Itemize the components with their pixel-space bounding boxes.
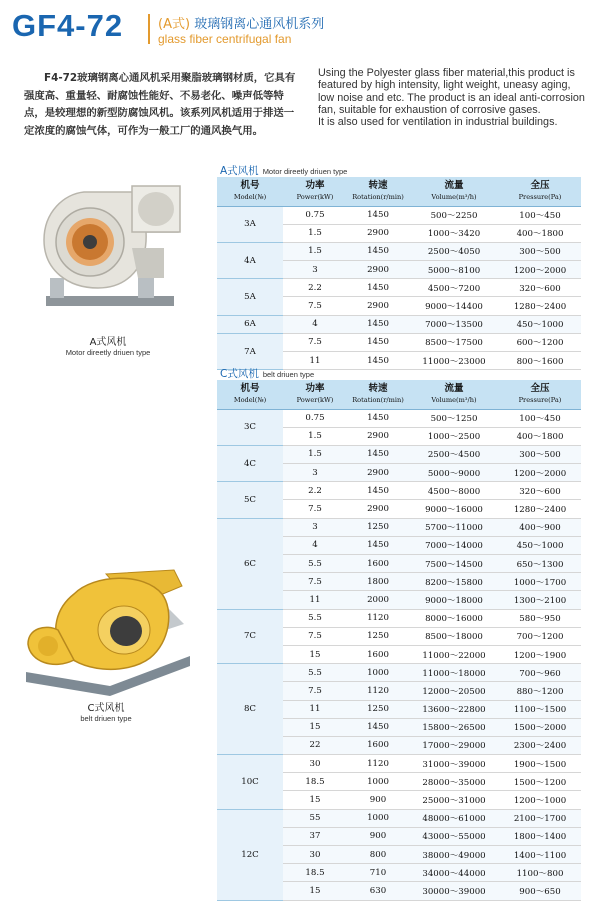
column-header-en: Pressure(Pa) (518, 192, 562, 201)
table-cell: 1600 (347, 555, 409, 573)
table-cell: 4 (283, 536, 347, 554)
a-type-caption-cn: A式风机 (89, 337, 127, 348)
table-cell: 1500～1200 (499, 773, 581, 791)
table-cell: 1450 (347, 333, 409, 351)
column-header-cn: 机号 (240, 179, 260, 191)
table-cell: 1000～2500 (409, 427, 499, 445)
table-cell: 1000～3420 (409, 224, 499, 242)
table-cell: 8200～15800 (409, 573, 499, 591)
table-cell: 2900 (347, 261, 409, 279)
table-cell: 2900 (347, 427, 409, 445)
table-cell: 1400～1100 (499, 846, 581, 864)
intro-english-para-1: Using the Polyester glass fiber material,this product is featured by high intensity, light weight, uneasy aging, low noise and etc. The product is an ideal anti-corrosion fan, suitable for exhaustion of corrosive gases. (318, 67, 585, 116)
column-header (217, 177, 283, 206)
table-cell: 300～500 (499, 445, 581, 463)
table-cell: 2900 (347, 500, 409, 518)
table-cell: 1450 (347, 315, 409, 333)
table-cell: 5.5 (283, 609, 347, 627)
column-header (409, 177, 499, 206)
model-cell: 12C (217, 809, 283, 900)
table-cell: 30 (283, 755, 347, 773)
table-cell: 17000～29000 (409, 736, 499, 754)
model-cell: 6C (217, 518, 283, 609)
column-header (347, 177, 409, 206)
table-cell: 22 (283, 736, 347, 754)
table-cell: 1100～1500 (499, 700, 581, 718)
table-cell: 400～900 (499, 518, 581, 536)
table-cell: 800～1600 (499, 352, 581, 370)
a-type-caption-en: Motor direetly driuen type (65, 348, 151, 357)
c-type-caption (14, 699, 198, 723)
table-cell: 8000～16000 (409, 609, 499, 627)
column-header (409, 380, 499, 409)
table-cell: 100～450 (499, 409, 581, 427)
table-cell: 1.5 (283, 427, 347, 445)
table-cell: 8500～18000 (409, 627, 499, 645)
table-c-title (220, 366, 314, 381)
table-cell: 400～1800 (499, 427, 581, 445)
column-header-en: Power(kW) (296, 395, 334, 404)
table-row (217, 242, 581, 260)
table-cell: 450～1000 (499, 536, 581, 554)
model-cell: 4A (217, 242, 283, 278)
table-cell: 1120 (347, 682, 409, 700)
table-cell: 300～500 (499, 242, 581, 260)
table-cell: 0.75 (283, 206, 347, 224)
table-cell: 450～1000 (499, 315, 581, 333)
a-type-fan-image (28, 178, 188, 330)
table-c-title-en: belt driuen type (262, 370, 315, 379)
title-divider (148, 14, 150, 44)
table-cell: 43000～55000 (409, 827, 499, 845)
table-row (217, 409, 581, 427)
table-cell: 12000～20500 (409, 682, 499, 700)
table-cell: 1900～1500 (499, 755, 581, 773)
table-cell: 1300～2100 (499, 591, 581, 609)
table-cell: 2900 (347, 464, 409, 482)
table-cell: 2300～2400 (499, 736, 581, 754)
intro-english (318, 67, 586, 128)
model-cell: 3A (217, 206, 283, 242)
table-cell: 25000～31000 (409, 791, 499, 809)
table-cell: 48000～61000 (409, 809, 499, 827)
table-cell: 15 (283, 882, 347, 900)
c-type-fan-image (14, 564, 198, 696)
table-cell: 34000～44000 (409, 864, 499, 882)
table-cell: 11000～23000 (409, 352, 499, 370)
column-header-cn: 转速 (368, 179, 388, 191)
table-cell: 2100～1700 (499, 809, 581, 827)
table-cell: 9000～18000 (409, 591, 499, 609)
table-cell: 30000～39000 (409, 882, 499, 900)
column-header-cn: 机号 (240, 382, 260, 394)
table-row (217, 482, 581, 500)
chinese-title-text: 玻璃钢离心通风机系列 (194, 17, 325, 32)
table-cell: 1800～1400 (499, 827, 581, 845)
table-c-body (217, 409, 581, 900)
column-header-en: Model(№) (233, 395, 267, 404)
table-cell: 30 (283, 846, 347, 864)
table-row (217, 445, 581, 463)
table-cell: 1450 (347, 445, 409, 463)
table-cell: 31000～39000 (409, 755, 499, 773)
table-c (217, 380, 581, 901)
table-cell: 1000 (347, 664, 409, 682)
table-cell: 1.5 (283, 242, 347, 260)
table-cell: 15 (283, 791, 347, 809)
table-cell: 15 (283, 645, 347, 663)
table-cell: 9000～14400 (409, 297, 499, 315)
table-cell: 320～600 (499, 482, 581, 500)
table-cell: 7000～13500 (409, 315, 499, 333)
model-cell: 10C (217, 755, 283, 810)
column-header-en: Rotation(r/min) (352, 395, 404, 404)
column-header (217, 380, 283, 409)
english-title: glass fiber centrifugal fan (158, 32, 292, 46)
table-cell: 18.5 (283, 773, 347, 791)
column-header (499, 177, 581, 206)
table-cell: 4500～8000 (409, 482, 499, 500)
table-cell: 700～1200 (499, 627, 581, 645)
table-cell: 500～2250 (409, 206, 499, 224)
intro-english-para-2: It is also used for ventilation in industrial buildings. (318, 116, 558, 129)
column-header-en: Volume(m³/h) (431, 192, 477, 201)
table-cell: 1250 (347, 627, 409, 645)
c-type-caption-en: belt driuen type (80, 714, 132, 723)
table-cell: 900 (347, 791, 409, 809)
table-cell: 2500～4500 (409, 445, 499, 463)
table-cell: 1450 (347, 352, 409, 370)
table-cell: 7.5 (283, 627, 347, 645)
chinese-title (158, 13, 324, 32)
table-cell: 580～950 (499, 609, 581, 627)
table-cell: 1450 (347, 206, 409, 224)
column-header (347, 380, 409, 409)
table-cell: 15800～26500 (409, 718, 499, 736)
table-row (217, 755, 581, 773)
table-cell: 1000 (347, 773, 409, 791)
table-cell: 1600 (347, 736, 409, 754)
table-cell: 2900 (347, 224, 409, 242)
table-cell: 1450 (347, 242, 409, 260)
table-cell: 1250 (347, 700, 409, 718)
table-cell: 100～450 (499, 206, 581, 224)
table-cell: 7500～14500 (409, 555, 499, 573)
model-cell: 5A (217, 279, 283, 315)
table-cell: 3 (283, 261, 347, 279)
table-cell: 1200～2000 (499, 261, 581, 279)
table-cell: 500～1250 (409, 409, 499, 427)
table-cell: 5.5 (283, 664, 347, 682)
model-title: GF4-72 (12, 8, 124, 43)
table-cell: 7.5 (283, 297, 347, 315)
table-cell: 1450 (347, 409, 409, 427)
table-cell: 9000～16000 (409, 500, 499, 518)
column-header-cn: 全压 (530, 382, 550, 394)
table-cell: 1.5 (283, 224, 347, 242)
a-type-caption (28, 333, 188, 357)
table-cell: 1100～800 (499, 864, 581, 882)
table-cell: 1000 (347, 809, 409, 827)
table-cell: 7.5 (283, 500, 347, 518)
table-cell: 5000～8100 (409, 261, 499, 279)
table-row (217, 333, 581, 351)
column-header-cn: 功率 (305, 382, 325, 394)
table-cell: 5000～9000 (409, 464, 499, 482)
column-header (283, 380, 347, 409)
c-type-caption-cn: C式风机 (87, 703, 125, 714)
column-header (499, 380, 581, 409)
column-header-cn: 转速 (368, 382, 388, 394)
table-cell: 1800 (347, 573, 409, 591)
table-cell: 2500～4050 (409, 242, 499, 260)
table-cell: 700～960 (499, 664, 581, 682)
table-cell: 2.2 (283, 279, 347, 297)
column-header-en: Volume(m³/h) (431, 395, 477, 404)
model-cell: 8C (217, 664, 283, 755)
table-cell: 1280～2400 (499, 500, 581, 518)
column-header-en: Rotation(r/min) (352, 192, 404, 201)
table-cell: 4 (283, 315, 347, 333)
table-cell: 1500～2000 (499, 718, 581, 736)
column-header-cn: 功率 (305, 179, 325, 191)
table-cell: 7.5 (283, 573, 347, 591)
table-cell: 1450 (347, 279, 409, 297)
table-cell: 55 (283, 809, 347, 827)
table-cell: 7.5 (283, 682, 347, 700)
table-cell: 1200～1000 (499, 791, 581, 809)
table-cell: 320～600 (499, 279, 581, 297)
table-cell: 5.5 (283, 555, 347, 573)
table-row (217, 664, 581, 682)
table-cell: 2000 (347, 591, 409, 609)
table-cell: 800 (347, 846, 409, 864)
table-cell: 1000～1700 (499, 573, 581, 591)
table-cell: 4500～7200 (409, 279, 499, 297)
column-header-en: Pressure(Pa) (518, 395, 562, 404)
table-row (217, 279, 581, 297)
model-cell: 7C (217, 609, 283, 664)
model-cell: 3C (217, 409, 283, 445)
model-cell: 6A (217, 315, 283, 333)
table-cell: 1450 (347, 536, 409, 554)
table-cell: 600～1200 (499, 333, 581, 351)
table-cell: 7000～14000 (409, 536, 499, 554)
table-cell: 0.75 (283, 409, 347, 427)
table-cell: 900 (347, 827, 409, 845)
table-cell: 8500～17500 (409, 333, 499, 351)
table-a-title-en: Motor direetly driuen type (262, 167, 348, 176)
table-cell: 37 (283, 827, 347, 845)
column-header-en: Power(kW) (296, 192, 334, 201)
table-cell: 1600 (347, 645, 409, 663)
table-cell: 2900 (347, 297, 409, 315)
table-cell: 1450 (347, 482, 409, 500)
table-cell: 1.5 (283, 445, 347, 463)
table-cell: 11000～18000 (409, 664, 499, 682)
table-a-body (217, 206, 581, 370)
model-cell: 4C (217, 445, 283, 481)
table-cell: 1280～2400 (499, 297, 581, 315)
table-cell: 1200～2000 (499, 464, 581, 482)
intro-chinese: F4-72玻璃钢离心通风机采用聚脂玻璃钢材质，它具有强度高、重量轻、耐腐蚀性能好、不易老化、噪声低等特点，是较理想的新型防腐蚀风机。该系列风机适用于排送一定浓度的腐蚀气体，可作为一般工厂的通风换气用。 (24, 72, 296, 137)
table-row (217, 809, 581, 827)
table-cell: 11 (283, 591, 347, 609)
table-cell: 1120 (347, 755, 409, 773)
column-header-cn: 流量 (444, 382, 464, 394)
table-cell: 11 (283, 352, 347, 370)
model-cell: 7A (217, 333, 283, 369)
table-cell: 28000～35000 (409, 773, 499, 791)
table-cell: 11000～22000 (409, 645, 499, 663)
table-cell: 880～1200 (499, 682, 581, 700)
table-cell: 710 (347, 864, 409, 882)
table-cell: 900～650 (499, 882, 581, 900)
chinese-title-prefix: (A式) (158, 17, 191, 32)
table-row (217, 518, 581, 536)
table-cell: 400～1800 (499, 224, 581, 242)
table-cell: 1200～1900 (499, 645, 581, 663)
table-cell: 18.5 (283, 864, 347, 882)
table-row (217, 609, 581, 627)
column-header (283, 177, 347, 206)
table-c-header (217, 380, 581, 409)
table-cell: 3 (283, 518, 347, 536)
table-cell: 3 (283, 464, 347, 482)
column-header-en: Model(№) (233, 192, 267, 201)
table-cell: 1120 (347, 609, 409, 627)
table-a-header (217, 177, 581, 206)
table-cell: 13600～22800 (409, 700, 499, 718)
column-header-cn: 流量 (444, 179, 464, 191)
table-cell: 15 (283, 718, 347, 736)
table-a (217, 177, 581, 370)
model-cell: 5C (217, 482, 283, 518)
table-cell: 5700～11000 (409, 518, 499, 536)
table-cell: 7.5 (283, 333, 347, 351)
table-c-title-cn: C式风机 (220, 368, 259, 380)
table-cell: 2.2 (283, 482, 347, 500)
table-cell: 650～1300 (499, 555, 581, 573)
table-cell: 38000～49000 (409, 846, 499, 864)
table-a-title-cn: A式风机 (220, 165, 259, 177)
table-a-title (220, 163, 347, 178)
table-cell: 1450 (347, 718, 409, 736)
column-header-cn: 全压 (530, 179, 550, 191)
table-cell: 1250 (347, 518, 409, 536)
table-cell: 630 (347, 882, 409, 900)
table-row (217, 315, 581, 333)
table-row (217, 206, 581, 224)
table-cell: 11 (283, 700, 347, 718)
